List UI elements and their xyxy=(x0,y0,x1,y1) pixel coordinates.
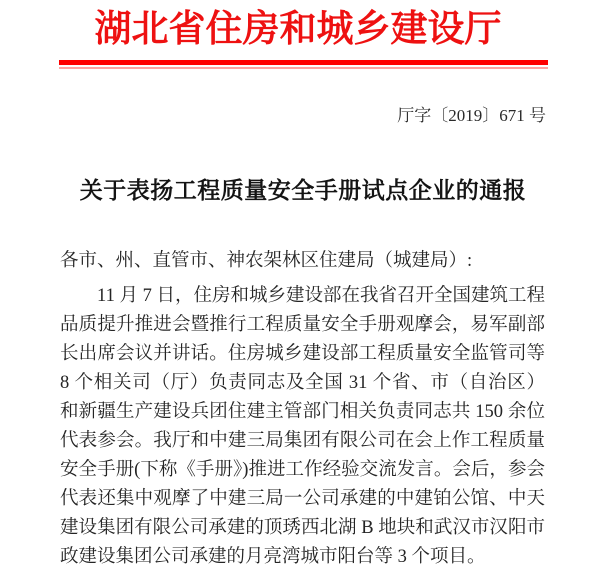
red-divider-thick-line xyxy=(59,60,548,65)
document-reference-number: 厅字〔2019〕671 号 xyxy=(397,106,546,126)
document-body xyxy=(60,247,545,570)
red-header-divider xyxy=(59,60,548,69)
red-divider-thin-line xyxy=(59,67,548,69)
agency-header-title: 湖北省住房和城乡建设厅 xyxy=(94,9,502,50)
body-paragraph: 11 月 7 日，住房和城乡建设部在我省召开全国建筑工程品质提升推进会暨推行工程质量安全手册观摩会，易军副部长出席会议并讲话。住房城乡建设部工程质量安全监管司等 8 个相关司（厅）负责同志及全国 31 个省、市（自治区）和新疆生产建设兵团住建主管部门相关负责同志共 150 余位代表参会。我厅和中建三局集团有限公司在会上作工程质量安全手册(下称《手册》)推进工作经验交流发言。会后，参会代表还集中观摩了中建三局一公司承建的中建铂公馆、中天建设集团有限公司承建的顶琇西北湖 B 地块和武汉市汉阳市政建设集团公司承建的月亮湾城市阳台等 3 个项目。 xyxy=(60,286,545,568)
salutation-line: 各市、州、直管市、神农架林区住建局（城建局）: xyxy=(60,251,473,272)
document-title: 关于表扬工程质量安全手册试点企业的通报 xyxy=(79,178,527,204)
